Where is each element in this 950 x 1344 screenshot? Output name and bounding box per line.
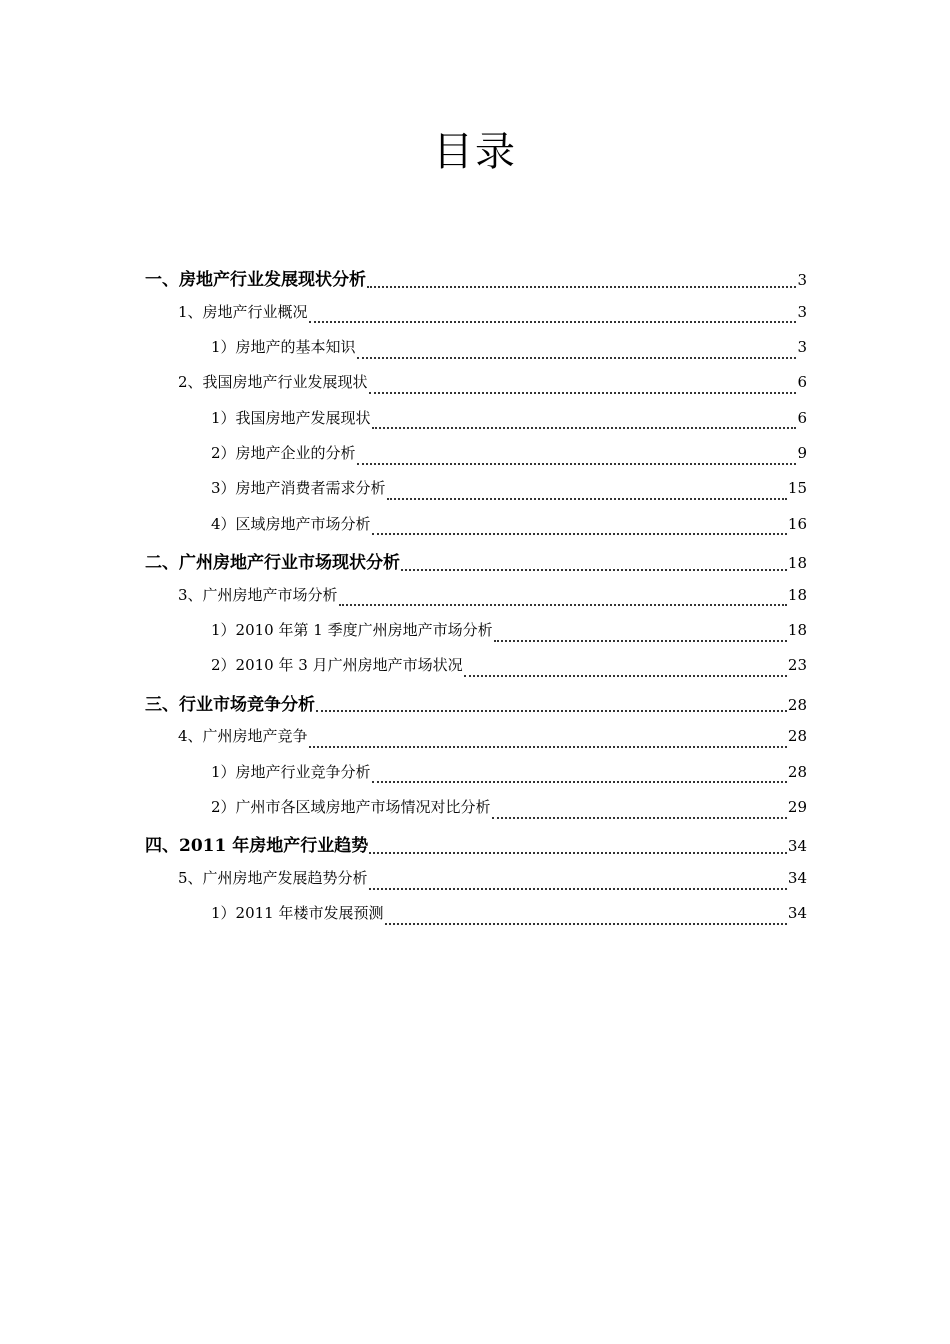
toc-entry[interactable] [145, 371, 807, 406]
toc-entry[interactable] [145, 725, 807, 760]
toc-entry[interactable] [145, 796, 807, 831]
toc-entry-page-number: 3 [797, 271, 807, 289]
toc-entry[interactable] [145, 831, 807, 867]
toc-entry-text: 1、房地产行业概况 [178, 302, 308, 321]
toc-entry[interactable] [145, 336, 807, 371]
toc-title: 目录 [433, 129, 517, 175]
toc-leader-dots [309, 321, 797, 323]
toc-entry-page-number: 18 [787, 553, 807, 572]
toc-entry-text: 1）2011 年楼市发展预测 [211, 904, 384, 923]
toc-leader-dots [385, 923, 787, 925]
toc-entry-page-number: 18 [787, 585, 807, 604]
toc-leader-dots [357, 463, 797, 465]
toc-leader-dots [494, 640, 787, 642]
toc-entry-page-number: 6 [797, 373, 807, 392]
toc-entry[interactable] [145, 513, 807, 548]
toc-entry-page-number: 34 [787, 904, 807, 923]
toc-leader-dots [492, 817, 787, 819]
toc-entry[interactable] [145, 619, 807, 654]
toc-leader-dots [401, 569, 787, 571]
toc-entry-text: 四、2011 年房地产行业趋势 [145, 836, 369, 857]
toc-entry-page-number: 28 [787, 762, 807, 781]
toc-entry-text: 2）广州市各区域房地产市场情况对比分析 [211, 797, 491, 816]
toc-entry[interactable] [145, 902, 807, 937]
toc-entry[interactable] [145, 477, 807, 512]
toc-entry[interactable] [145, 442, 807, 477]
toc-entry-page-number: 34 [787, 837, 807, 856]
toc-entry[interactable] [145, 584, 807, 619]
toc-entry-text: 1）房地产行业竞争分析 [211, 762, 371, 781]
toc-entry[interactable] [145, 301, 807, 336]
toc-entry-text: 1）我国房地产发展现状 [211, 408, 371, 427]
toc-list [145, 265, 807, 938]
toc-leader-dots [372, 533, 787, 535]
toc-entry[interactable] [145, 654, 807, 689]
toc-entry-text: 2）房地产企业的分析 [211, 443, 356, 462]
toc-entry-text: 4、广州房地产竞争 [178, 727, 308, 746]
toc-entry[interactable] [145, 690, 807, 726]
toc-entry-text: 一、房地产行业发展现状分析 [145, 270, 366, 290]
toc-entry-page-number: 29 [787, 797, 807, 816]
toc-entry[interactable] [145, 265, 807, 301]
toc-entry-text: 2）2010 年 3 月广州房地产市场状况 [211, 656, 463, 675]
toc-entry-page-number: 16 [787, 514, 807, 533]
toc-entry-page-number: 28 [787, 727, 807, 746]
toc-entry-text: 二、广州房地产行业市场现状分析 [145, 552, 400, 573]
toc-leader-dots [372, 781, 787, 783]
toc-leader-dots [367, 286, 796, 288]
toc-leader-dots [316, 710, 787, 712]
toc-entry-text: 1）房地产的基本知识 [211, 338, 356, 357]
toc-entry-page-number: 3 [797, 338, 807, 357]
toc-entry-page-number: 23 [787, 656, 807, 675]
toc-entry-text: 3、广州房地产市场分析 [178, 585, 338, 604]
toc-entry-text: 1）2010 年第 1 季度广州房地产市场分析 [211, 620, 493, 639]
toc-entry[interactable] [145, 761, 807, 796]
toc-leader-dots [369, 888, 787, 890]
toc-entry-page-number: 28 [787, 695, 807, 714]
toc-entry-text: 5、广州房地产发展趋势分析 [178, 869, 368, 888]
toc-entry-text: 3）房地产消费者需求分析 [211, 479, 386, 498]
toc-leader-dots [369, 852, 787, 854]
toc-entry-page-number: 3 [797, 302, 807, 321]
toc-entry-page-number: 18 [787, 620, 807, 639]
toc-entry-page-number: 15 [787, 479, 807, 498]
toc-entry[interactable] [145, 407, 807, 442]
toc-leader-dots [387, 498, 787, 500]
toc-leader-dots [339, 604, 787, 606]
toc-entry-page-number: 34 [787, 869, 807, 888]
toc-leader-dots [309, 746, 787, 748]
toc-leader-dots [372, 427, 797, 429]
toc-leader-dots [357, 357, 797, 359]
toc-entry-text: 4）区域房地产市场分析 [211, 514, 371, 533]
toc-entry[interactable] [145, 548, 807, 584]
toc-entry-text: 三、行业市场竞争分析 [145, 694, 315, 715]
toc-entry[interactable] [145, 867, 807, 902]
toc-leader-dots [464, 675, 787, 677]
toc-entry-page-number: 6 [797, 408, 807, 427]
toc-leader-dots [369, 392, 797, 394]
toc-entry-text: 2、我国房地产行业发展现状 [178, 373, 368, 392]
toc-entry-page-number: 9 [797, 443, 807, 462]
